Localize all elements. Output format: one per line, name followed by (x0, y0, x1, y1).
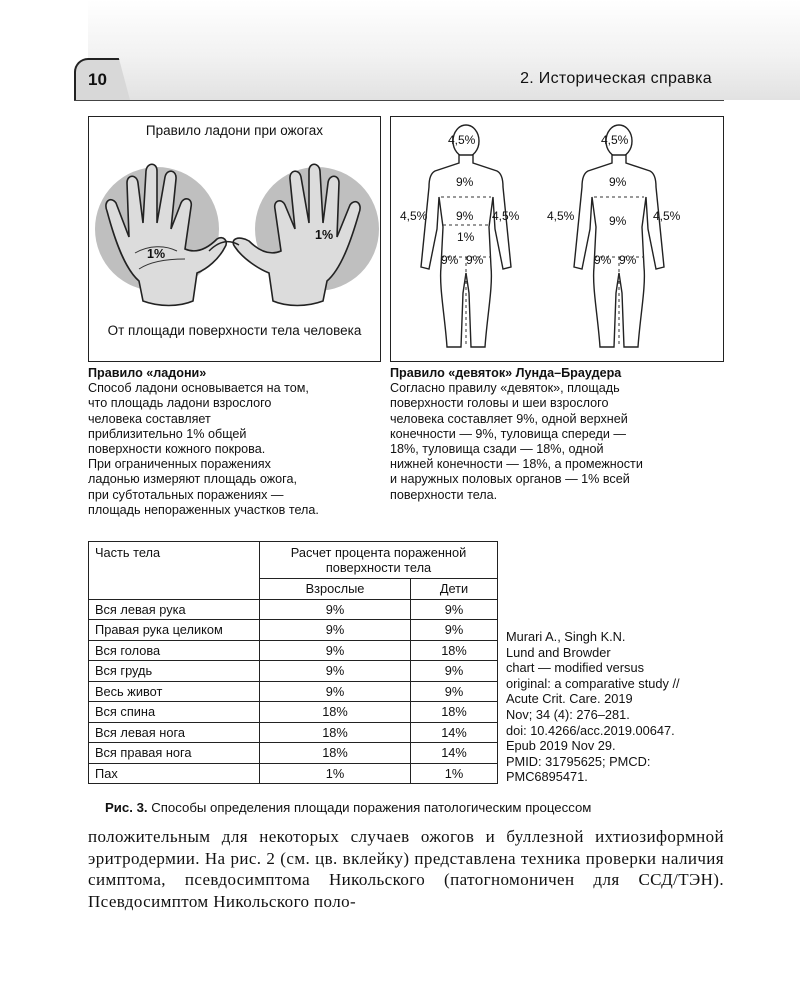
cell-part: Пах (89, 763, 260, 784)
desc-line: человека составляет (88, 411, 211, 426)
cell-adults: 1% (260, 763, 411, 784)
citation-line: Acute Crit. Care. 2019 (506, 691, 633, 707)
cell-part: Весь живот (89, 681, 260, 702)
table-row (89, 620, 498, 641)
citation-line: PMC6895471. (506, 769, 588, 785)
cell-children: 9% (411, 681, 498, 702)
palm-rule-panel (88, 116, 381, 362)
back-arm-right-label: 4,5% (653, 209, 681, 223)
desc-line: приблизительно 1% общей (88, 426, 247, 441)
front-head-label: 4,5% (448, 133, 476, 147)
table-row (89, 640, 498, 661)
front-chest-label: 9% (456, 175, 474, 189)
table-row (89, 722, 498, 743)
palm-illustration (89, 141, 379, 341)
cell-adults: 9% (260, 620, 411, 641)
cell-adults: 9% (260, 661, 411, 682)
rule-of-nines-panel (390, 116, 724, 362)
body-figures (391, 117, 723, 361)
cell-children: 14% (411, 722, 498, 743)
table-row (89, 743, 498, 764)
front-arm-left-label: 4,5% (400, 209, 428, 223)
page-number: 10 (88, 70, 107, 89)
table-row (89, 681, 498, 702)
cell-part: Вся левая нога (89, 722, 260, 743)
desc-line: и наружных половых органов — 1% всей (390, 472, 630, 487)
palm-label-left: 1% (147, 247, 166, 261)
figure-caption (105, 800, 591, 815)
cell-children: 18% (411, 640, 498, 661)
front-abdomen-label: 9% (456, 209, 474, 223)
citation-line: Nov; 34 (4): 276–281. (506, 706, 630, 722)
cell-adults: 18% (260, 743, 411, 764)
desc-line: поверхности тела. (390, 487, 498, 502)
cell-children: 1% (411, 763, 498, 784)
desc-line: при субтотальных поражениях — (88, 487, 284, 502)
cell-adults: 9% (260, 681, 411, 702)
back-head-label: 4,5% (601, 133, 629, 147)
citation-line: Murari A., Singh K.N. (506, 629, 626, 644)
header-part: Часть тела (89, 542, 260, 600)
citation-line: Lund and Browder (506, 644, 611, 660)
desc-line: поверхности кожного покрова. (88, 442, 266, 457)
cell-adults: 18% (260, 702, 411, 723)
rule-of-nines-desc-title: Правило «девяток» Лунда–Браудера (390, 366, 622, 380)
palm-rule-description (88, 366, 384, 518)
back-lower-label: 9% (609, 214, 627, 228)
cell-part: Вся голова (89, 640, 260, 661)
figure-caption-label: Рис. 3. (105, 800, 148, 815)
cell-part: Вся правая нога (89, 743, 260, 764)
cell-adults: 9% (260, 640, 411, 661)
desc-line: человека составляет 9%, одной верхней (390, 411, 628, 426)
citation-line: original: a comparative study // (506, 675, 680, 691)
front-leg-left-label: 9% (441, 253, 459, 267)
palm-rule-caption: От площади поверхности тела человека (107, 323, 362, 338)
header-adults: Взрослые (260, 579, 411, 600)
rule-of-nines-description (390, 366, 724, 503)
header-calc: Расчет процента пораженной поверхности тела (260, 542, 498, 579)
cell-part: Вся спина (89, 702, 260, 723)
desc-line: площадь непораженных участков тела. (88, 502, 319, 517)
cell-part: Вся грудь (89, 661, 260, 682)
cell-children: 9% (411, 620, 498, 641)
table-header-row (89, 542, 498, 579)
palm-rule-desc-title: Правило «ладони» (88, 366, 207, 380)
front-leg-right-label: 9% (466, 253, 484, 267)
palm-rule-title: Правило ладони при ожогах (145, 123, 324, 138)
table-row (89, 599, 498, 620)
citation-line: chart — modified versus (506, 660, 644, 676)
cell-children: 9% (411, 661, 498, 682)
burn-percentage-table (88, 541, 498, 784)
desc-line: что площадь ладони взрослого (88, 396, 272, 411)
citation-line: Epub 2019 Nov 29. (506, 738, 616, 754)
cell-part: Вся левая рука (89, 599, 260, 620)
desc-line: поверхности головы и шеи взрослого (390, 396, 609, 411)
body-paragraph: положительным для некоторых случаев ожогов и буллезной ихтиозиформной эритродермии. На рис. 2 (см. цв. вклейку) представлена техника проверки наличия симптома, псевдосимптома Никольского (патогномоничен для ССД/ТЭН). Псевдосимптом Никольского поло- (88, 827, 724, 911)
header-rule (74, 100, 724, 101)
cell-children: 14% (411, 743, 498, 764)
palm-label-right: 1% (315, 228, 334, 242)
cell-adults: 18% (260, 722, 411, 743)
front-genital-label: 1% (457, 230, 475, 244)
header-children: Дети (411, 579, 498, 600)
desc-line: Способ ладони основывается на том, (88, 381, 309, 396)
back-leg-right-label: 9% (619, 253, 637, 267)
back-arm-left-label: 4,5% (547, 209, 575, 223)
desc-line: конечности — 9%, туловища спереди — (390, 426, 626, 441)
citation (506, 629, 736, 785)
citation-line: PMID: 31795625; PMCD: (506, 753, 651, 769)
desc-line: 18%, туловища сзади — 18%, одной (390, 442, 604, 457)
table-row (89, 763, 498, 784)
back-upper-label: 9% (609, 175, 627, 189)
cell-adults: 9% (260, 599, 411, 620)
table-row (89, 702, 498, 723)
desc-line: ладонью измеряют площадь ожога, (88, 472, 297, 487)
running-title: 2. Историческая справка (520, 70, 712, 87)
back-leg-left-label: 9% (594, 253, 612, 267)
desc-line: нижней конечности — 18%, а промежности (390, 457, 643, 472)
desc-line: При ограниченных поражениях (88, 457, 271, 472)
cell-children: 18% (411, 702, 498, 723)
figure-caption-text: Способы определения площади поражения патологическим процессом (147, 800, 592, 815)
cell-part: Правая рука целиком (89, 620, 260, 641)
cell-children: 9% (411, 599, 498, 620)
table-row (89, 661, 498, 682)
desc-line: Согласно правилу «девяток», площадь (390, 381, 620, 396)
front-arm-right-label: 4,5% (492, 209, 520, 223)
citation-line: doi: 10.4266/acc.2019.00647. (506, 722, 675, 738)
